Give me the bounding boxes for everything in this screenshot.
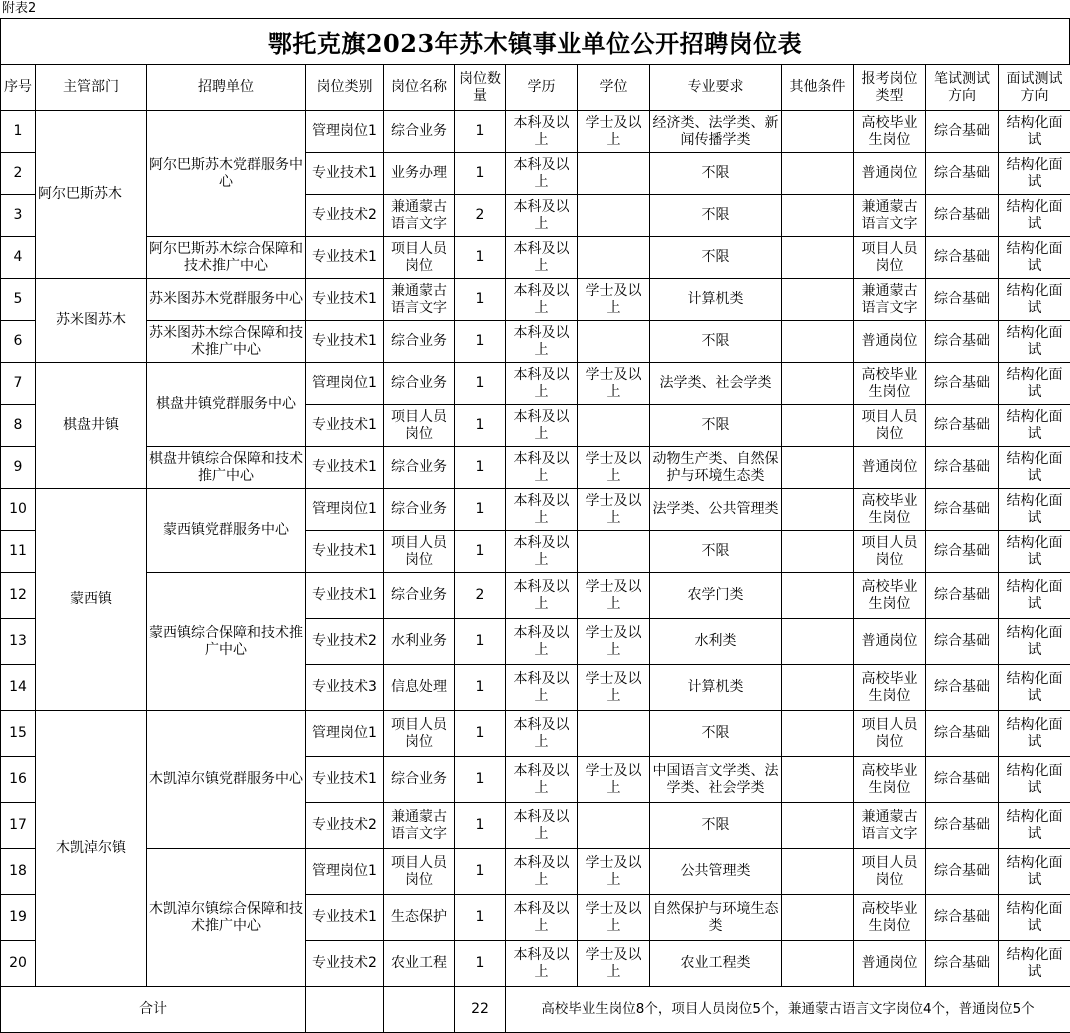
cell-written: 综合基础	[926, 237, 999, 279]
cell-no: 2	[1, 153, 36, 195]
cell-other	[782, 279, 854, 321]
cell-interview: 结构化面试	[999, 803, 1070, 849]
cell-name: 水利业务	[384, 619, 455, 665]
cell-category: 专业技术2	[306, 619, 384, 665]
cell-education: 本科及以上	[506, 111, 578, 153]
cell-category: 专业技术1	[306, 237, 384, 279]
cell-major: 不限	[650, 195, 782, 237]
cell-count: 2	[455, 573, 506, 619]
cell-degree: 学士及以上	[578, 757, 650, 803]
cell-degree	[578, 321, 650, 363]
cell-category: 专业技术1	[306, 757, 384, 803]
page-title: 鄂托克旗2023年苏木镇事业单位公开招聘岗位表	[267, 29, 803, 58]
cell-education: 本科及以上	[506, 153, 578, 195]
cell-count: 1	[455, 111, 506, 153]
cell-type: 高校毕业生岗位	[854, 489, 926, 531]
cell-other	[782, 531, 854, 573]
cell-written: 综合基础	[926, 489, 999, 531]
cell-written: 综合基础	[926, 321, 999, 363]
cell-count: 1	[455, 849, 506, 895]
cell-other	[782, 803, 854, 849]
cell-count: 1	[455, 489, 506, 531]
cell-category: 专业技术1	[306, 321, 384, 363]
cell-interview: 结构化面试	[999, 757, 1070, 803]
total-summary: 高校毕业生岗位8个，项目人员岗位5个，兼通蒙古语言文字岗位4个，普通岗位5个	[506, 987, 1070, 1033]
cell-degree: 学士及以上	[578, 619, 650, 665]
cell-other	[782, 711, 854, 757]
cell-type: 项目人员岗位	[854, 849, 926, 895]
header-interview: 面试测试方向	[999, 65, 1070, 111]
cell-degree: 学士及以上	[578, 363, 650, 405]
cell-name: 综合业务	[384, 573, 455, 619]
table-row	[1, 363, 1070, 405]
cell-degree: 学士及以上	[578, 489, 650, 531]
cell-other	[782, 447, 854, 489]
header-other: 其他条件	[782, 65, 854, 111]
cell-written: 综合基础	[926, 895, 999, 941]
cell-count: 2	[455, 195, 506, 237]
cell-major: 农业工程类	[650, 941, 782, 987]
cell-type: 项目人员岗位	[854, 405, 926, 447]
cell-other	[782, 619, 854, 665]
cell-no: 15	[1, 711, 36, 757]
cell-education: 本科及以上	[506, 405, 578, 447]
cell-degree: 学士及以上	[578, 941, 650, 987]
cell-major: 不限	[650, 711, 782, 757]
cell-no: 18	[1, 849, 36, 895]
cell-degree: 学士及以上	[578, 447, 650, 489]
cell-count: 1	[455, 279, 506, 321]
cell-degree: 学士及以上	[578, 279, 650, 321]
cell-other	[782, 321, 854, 363]
cell-major: 经济类、法学类、新闻传播学类	[650, 111, 782, 153]
cell-name: 综合业务	[384, 489, 455, 531]
cell-type: 高校毕业生岗位	[854, 363, 926, 405]
header-name: 岗位名称	[384, 65, 455, 111]
cell-category: 专业技术3	[306, 665, 384, 711]
header-category: 岗位类别	[306, 65, 384, 111]
cell-major: 不限	[650, 531, 782, 573]
cell-name: 业务办理	[384, 153, 455, 195]
cell-count: 1	[455, 237, 506, 279]
cell-category: 专业技术1	[306, 573, 384, 619]
cell-name: 生态保护	[384, 895, 455, 941]
cell-category: 管理岗位1	[306, 111, 384, 153]
cell-education: 本科及以上	[506, 803, 578, 849]
cell-other	[782, 941, 854, 987]
table-row	[1, 111, 1070, 153]
cell-interview: 结构化面试	[999, 489, 1070, 531]
cell-education: 本科及以上	[506, 573, 578, 619]
cell-written: 综合基础	[926, 363, 999, 405]
cell-major: 法学类、社会学类	[650, 363, 782, 405]
cell-dept: 棋盘井镇	[36, 363, 147, 489]
cell-dept: 苏米图苏木	[36, 279, 147, 363]
cell-type: 普通岗位	[854, 321, 926, 363]
cell-written: 综合基础	[926, 405, 999, 447]
cell-name: 兼通蒙古语言文字	[384, 279, 455, 321]
table-row	[1, 849, 1070, 895]
cell-category: 专业技术1	[306, 447, 384, 489]
cell-name: 综合业务	[384, 321, 455, 363]
table-row	[1, 447, 1070, 489]
cell-count: 1	[455, 757, 506, 803]
cell-degree: 学士及以上	[578, 665, 650, 711]
header-education: 学历	[506, 65, 578, 111]
cell-type: 项目人员岗位	[854, 711, 926, 757]
cell-category: 专业技术2	[306, 941, 384, 987]
cell-interview: 结构化面试	[999, 895, 1070, 941]
cell-education: 本科及以上	[506, 757, 578, 803]
cell-unit: 蒙西镇党群服务中心	[147, 489, 306, 573]
cell-degree	[578, 405, 650, 447]
cell-written: 综合基础	[926, 941, 999, 987]
header-major: 专业要求	[650, 65, 782, 111]
cell-major: 水利类	[650, 619, 782, 665]
cell-type: 普通岗位	[854, 153, 926, 195]
cell-written: 综合基础	[926, 803, 999, 849]
cell-type: 兼通蒙古语言文字	[854, 279, 926, 321]
cell-unit: 木凯淖尔镇党群服务中心	[147, 711, 306, 849]
cell-degree: 学士及以上	[578, 573, 650, 619]
cell-degree: 学士及以上	[578, 111, 650, 153]
cell-type: 普通岗位	[854, 447, 926, 489]
cell-major: 公共管理类	[650, 849, 782, 895]
cell-unit: 苏米图苏木党群服务中心	[147, 279, 306, 321]
total-count: 22	[455, 987, 506, 1033]
cell-name: 项目人员岗位	[384, 405, 455, 447]
cell-count: 1	[455, 711, 506, 757]
cell-interview: 结构化面试	[999, 153, 1070, 195]
total-empty-name	[384, 987, 455, 1033]
cell-no: 9	[1, 447, 36, 489]
cell-written: 综合基础	[926, 153, 999, 195]
cell-unit: 阿尔巴斯苏木党群服务中心	[147, 111, 306, 237]
cell-written: 综合基础	[926, 111, 999, 153]
table-row	[1, 279, 1070, 321]
cell-interview: 结构化面试	[999, 619, 1070, 665]
cell-degree	[578, 195, 650, 237]
cell-education: 本科及以上	[506, 447, 578, 489]
cell-unit: 木凯淖尔镇综合保障和技术推广中心	[147, 849, 306, 987]
cell-count: 1	[455, 405, 506, 447]
cell-name: 项目人员岗位	[384, 531, 455, 573]
cell-type: 兼通蒙古语言文字	[854, 803, 926, 849]
cell-category: 管理岗位1	[306, 849, 384, 895]
cell-interview: 结构化面试	[999, 531, 1070, 573]
cell-count: 1	[455, 531, 506, 573]
cell-dept: 阿尔巴斯苏木	[36, 111, 147, 279]
cell-category: 专业技术2	[306, 195, 384, 237]
title-cell	[0, 18, 1070, 65]
cell-no: 8	[1, 405, 36, 447]
cell-category: 专业技术1	[306, 531, 384, 573]
cell-no: 16	[1, 757, 36, 803]
cell-written: 综合基础	[926, 619, 999, 665]
cell-interview: 结构化面试	[999, 711, 1070, 757]
table-row	[1, 321, 1070, 363]
cell-interview: 结构化面试	[999, 279, 1070, 321]
cell-other	[782, 195, 854, 237]
cell-degree	[578, 153, 650, 195]
cell-count: 1	[455, 363, 506, 405]
header-dept: 主管部门	[36, 65, 147, 111]
cell-other	[782, 363, 854, 405]
cell-major: 不限	[650, 405, 782, 447]
cell-category: 专业技术2	[306, 803, 384, 849]
cell-degree	[578, 711, 650, 757]
cell-education: 本科及以上	[506, 531, 578, 573]
cell-no: 12	[1, 573, 36, 619]
cell-interview: 结构化面试	[999, 849, 1070, 895]
cell-no: 10	[1, 489, 36, 531]
cell-education: 本科及以上	[506, 489, 578, 531]
cell-education: 本科及以上	[506, 195, 578, 237]
cell-unit: 阿尔巴斯苏木综合保障和技术推广中心	[147, 237, 306, 279]
cell-interview: 结构化面试	[999, 321, 1070, 363]
cell-education: 本科及以上	[506, 895, 578, 941]
cell-category: 管理岗位1	[306, 363, 384, 405]
cell-no: 4	[1, 237, 36, 279]
header-count: 岗位数量	[455, 65, 506, 111]
cell-type: 高校毕业生岗位	[854, 895, 926, 941]
cell-other	[782, 405, 854, 447]
total-empty-category	[306, 987, 384, 1033]
cell-interview: 结构化面试	[999, 573, 1070, 619]
cell-count: 1	[455, 941, 506, 987]
cell-written: 综合基础	[926, 531, 999, 573]
cell-major: 中国语言文学类、法学类、社会学类	[650, 757, 782, 803]
cell-interview: 结构化面试	[999, 665, 1070, 711]
cell-no: 5	[1, 279, 36, 321]
cell-category: 专业技术1	[306, 405, 384, 447]
cell-other	[782, 489, 854, 531]
cell-education: 本科及以上	[506, 363, 578, 405]
cell-count: 1	[455, 153, 506, 195]
cell-name: 项目人员岗位	[384, 849, 455, 895]
cell-written: 综合基础	[926, 711, 999, 757]
cell-interview: 结构化面试	[999, 405, 1070, 447]
total-row	[1, 987, 1070, 1033]
cell-category: 专业技术1	[306, 279, 384, 321]
cell-name: 综合业务	[384, 363, 455, 405]
cell-dept: 木凯淖尔镇	[36, 711, 147, 987]
cell-other	[782, 895, 854, 941]
cell-education: 本科及以上	[506, 711, 578, 757]
cell-other	[782, 665, 854, 711]
cell-education: 本科及以上	[506, 941, 578, 987]
cell-major: 不限	[650, 803, 782, 849]
cell-dept: 蒙西镇	[36, 489, 147, 711]
cell-count: 1	[455, 619, 506, 665]
cell-type: 普通岗位	[854, 619, 926, 665]
cell-education: 本科及以上	[506, 665, 578, 711]
cell-name: 农业工程	[384, 941, 455, 987]
cell-education: 本科及以上	[506, 321, 578, 363]
cell-major: 法学类、公共管理类	[650, 489, 782, 531]
total-label: 合计	[1, 987, 306, 1033]
cell-no: 1	[1, 111, 36, 153]
cell-degree: 学士及以上	[578, 895, 650, 941]
cell-no: 17	[1, 803, 36, 849]
cell-education: 本科及以上	[506, 619, 578, 665]
table-row	[1, 237, 1070, 279]
table-row	[1, 711, 1070, 757]
cell-major: 农学门类	[650, 573, 782, 619]
cell-count: 1	[455, 895, 506, 941]
header-type: 报考岗位类型	[854, 65, 926, 111]
cell-written: 综合基础	[926, 849, 999, 895]
cell-major: 不限	[650, 321, 782, 363]
cell-interview: 结构化面试	[999, 237, 1070, 279]
cell-type: 高校毕业生岗位	[854, 665, 926, 711]
cell-name: 信息处理	[384, 665, 455, 711]
cell-name: 综合业务	[384, 111, 455, 153]
cell-written: 综合基础	[926, 195, 999, 237]
cell-other	[782, 757, 854, 803]
cell-type: 高校毕业生岗位	[854, 111, 926, 153]
cell-type: 普通岗位	[854, 941, 926, 987]
cell-name: 兼通蒙古语言文字	[384, 195, 455, 237]
cell-interview: 结构化面试	[999, 363, 1070, 405]
cell-other	[782, 111, 854, 153]
cell-written: 综合基础	[926, 447, 999, 489]
cell-education: 本科及以上	[506, 849, 578, 895]
table-row	[1, 489, 1070, 531]
cell-interview: 结构化面试	[999, 195, 1070, 237]
cell-written: 综合基础	[926, 573, 999, 619]
cell-count: 1	[455, 665, 506, 711]
cell-name: 综合业务	[384, 757, 455, 803]
cell-no: 14	[1, 665, 36, 711]
cell-unit: 棋盘井镇党群服务中心	[147, 363, 306, 447]
cell-interview: 结构化面试	[999, 941, 1070, 987]
cell-count: 1	[455, 447, 506, 489]
cell-other	[782, 153, 854, 195]
cell-category: 管理岗位1	[306, 489, 384, 531]
cell-no: 19	[1, 895, 36, 941]
cell-count: 1	[455, 321, 506, 363]
header-unit: 招聘单位	[147, 65, 306, 111]
cell-no: 20	[1, 941, 36, 987]
cell-major: 计算机类	[650, 665, 782, 711]
cell-unit: 苏米图苏木综合保障和技术推广中心	[147, 321, 306, 363]
cell-major: 不限	[650, 153, 782, 195]
cell-written: 综合基础	[926, 279, 999, 321]
cell-name: 综合业务	[384, 447, 455, 489]
cell-name: 兼通蒙古语言文字	[384, 803, 455, 849]
cell-major: 计算机类	[650, 279, 782, 321]
cell-degree: 学士及以上	[578, 849, 650, 895]
cell-degree	[578, 803, 650, 849]
cell-written: 综合基础	[926, 757, 999, 803]
cell-type: 高校毕业生岗位	[854, 573, 926, 619]
cell-degree	[578, 531, 650, 573]
cell-count: 1	[455, 803, 506, 849]
cell-other	[782, 237, 854, 279]
cell-type: 高校毕业生岗位	[854, 757, 926, 803]
cell-category: 管理岗位1	[306, 711, 384, 757]
cell-education: 本科及以上	[506, 237, 578, 279]
cell-unit: 蒙西镇综合保障和技术推广中心	[147, 573, 306, 711]
cell-no: 11	[1, 531, 36, 573]
cell-type: 项目人员岗位	[854, 237, 926, 279]
appendix-label: 附表2	[2, 1, 37, 16]
cell-major: 自然保护与环境生态类	[650, 895, 782, 941]
cell-type: 兼通蒙古语言文字	[854, 195, 926, 237]
cell-education: 本科及以上	[506, 279, 578, 321]
cell-category: 专业技术1	[306, 895, 384, 941]
cell-category: 专业技术1	[306, 153, 384, 195]
cell-no: 13	[1, 619, 36, 665]
cell-name: 项目人员岗位	[384, 237, 455, 279]
cell-major: 动物生产类、自然保护与环境生态类	[650, 447, 782, 489]
cell-interview: 结构化面试	[999, 447, 1070, 489]
header-written: 笔试测试方向	[926, 65, 999, 111]
cell-other	[782, 573, 854, 619]
header-row	[1, 65, 1070, 111]
cell-no: 7	[1, 363, 36, 405]
recruitment-table	[0, 64, 1070, 1033]
cell-no: 6	[1, 321, 36, 363]
cell-interview: 结构化面试	[999, 111, 1070, 153]
cell-degree	[578, 237, 650, 279]
cell-other	[782, 849, 854, 895]
cell-name: 项目人员岗位	[384, 711, 455, 757]
cell-unit: 棋盘井镇综合保障和技术推广中心	[147, 447, 306, 489]
cell-major: 不限	[650, 237, 782, 279]
cell-written: 综合基础	[926, 665, 999, 711]
header-degree: 学位	[578, 65, 650, 111]
cell-no: 3	[1, 195, 36, 237]
table-row	[1, 573, 1070, 619]
cell-type: 项目人员岗位	[854, 531, 926, 573]
header-no: 序号	[1, 65, 36, 111]
